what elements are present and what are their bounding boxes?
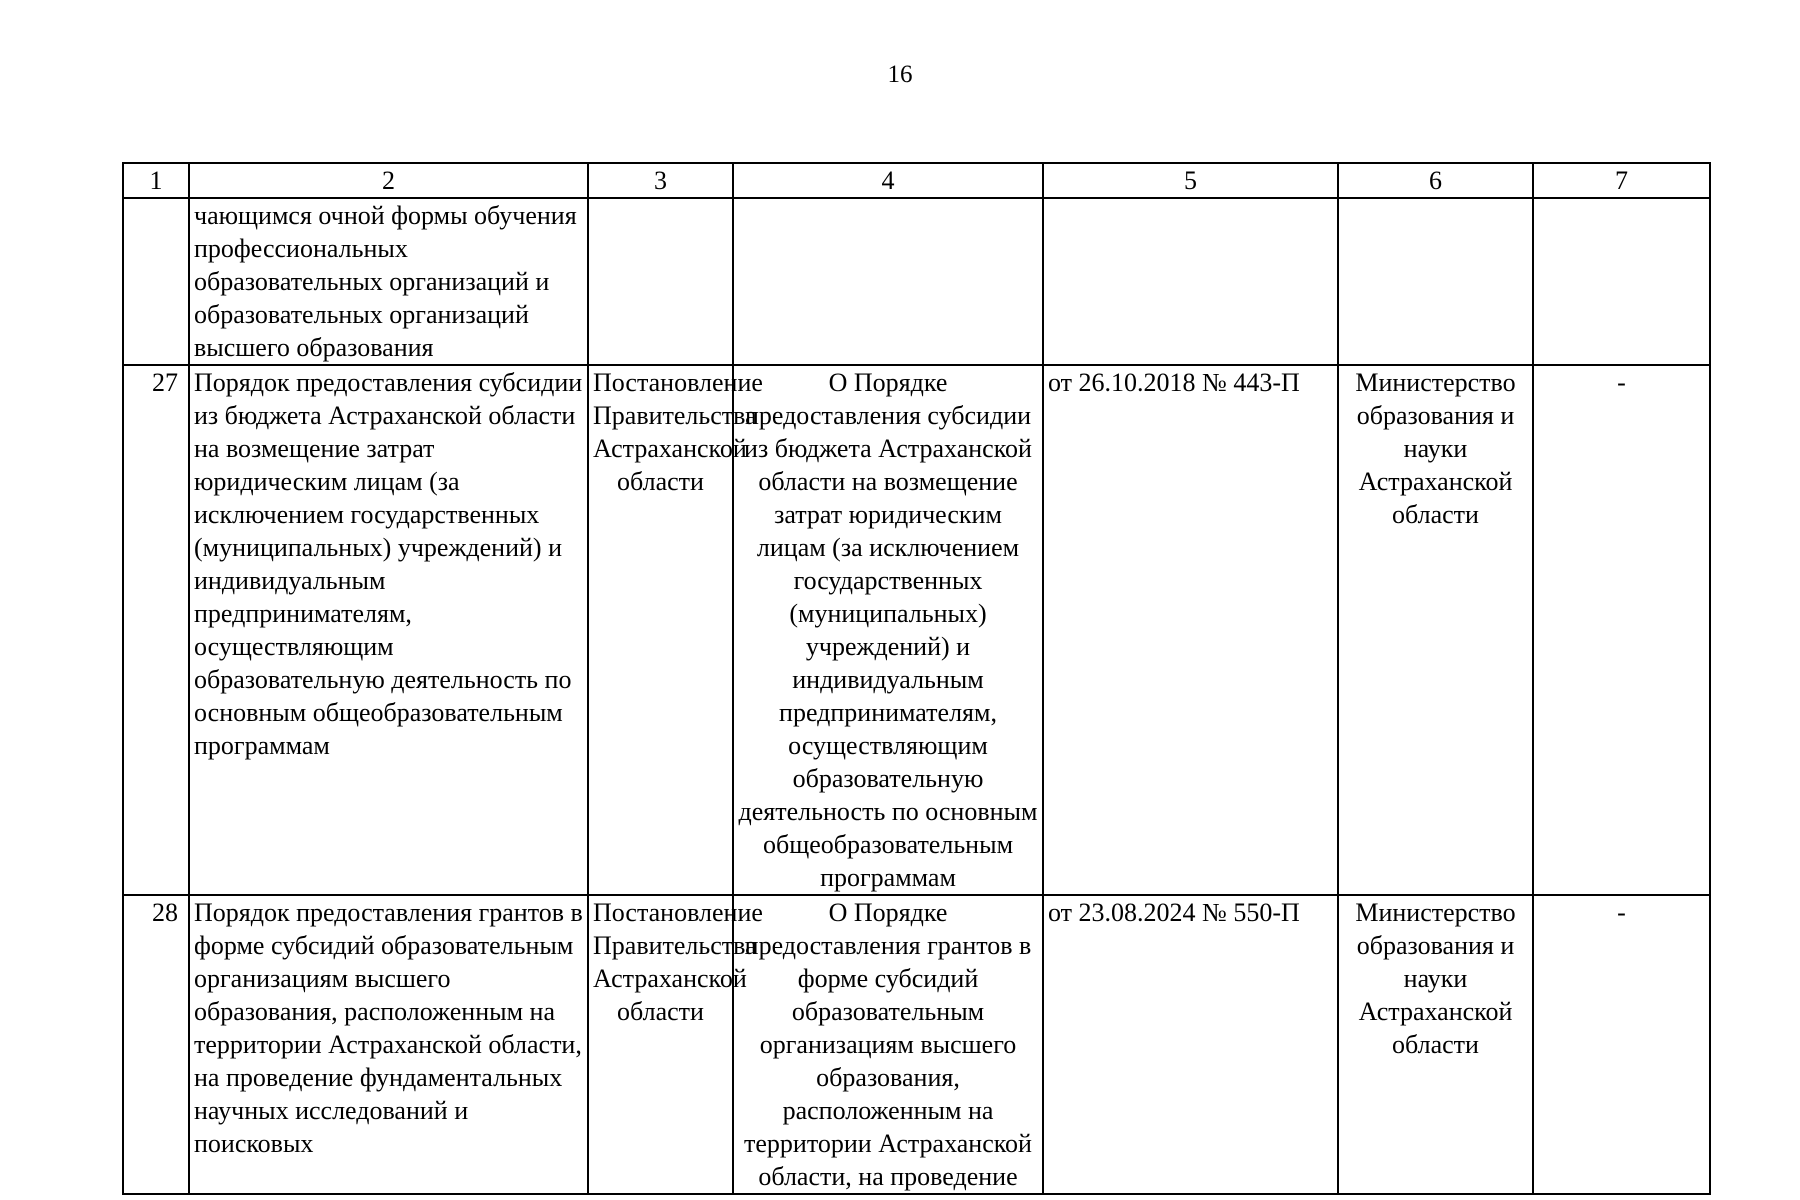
act-name: Порядок предоставления грантов в форме субсидий образовательным организациям высшего образования, расположенным на территории Астраханской области, на проведение фундаментальных научных исследований и поисковых bbox=[189, 895, 588, 1194]
responsible-authority bbox=[1338, 198, 1533, 365]
table-row-continuation bbox=[123, 198, 1710, 365]
act-title bbox=[733, 198, 1043, 365]
act-type bbox=[588, 198, 733, 365]
row-number: 28 bbox=[123, 895, 189, 1194]
act-title: О Порядке предоставления субсидии из бюджета Астраханской области на возмещение затрат юридическим лицам (за исключением государственных (муниципальных) учреждений) и индивидуальным предпринимателям, осуществляющим образовательную деятельность по основным общеобразовательным программам bbox=[733, 365, 1043, 895]
note: - bbox=[1533, 365, 1710, 895]
table-row-27 bbox=[123, 365, 1710, 895]
act-name: Порядок предоставления субсидии из бюджета Астраханской области на возмещение затрат юридическим лицам (за исключением государственных (муниципальных) учреждений) и индивидуальным предпринимателям, осуществляющим образовательную деятельность по основным общеобразовательным программам bbox=[189, 365, 588, 895]
responsible-authority: Министерство образования и науки Астраханской области bbox=[1338, 365, 1533, 895]
act-date-number: от 23.08.2024 № 550-П bbox=[1043, 895, 1338, 1194]
table-row-28 bbox=[123, 895, 1710, 1194]
responsible-authority: Министерство образования и науки Астраханской области bbox=[1338, 895, 1533, 1194]
page-number: 16 bbox=[887, 61, 913, 88]
column-number-2: 2 bbox=[189, 163, 588, 198]
row-number: 27 bbox=[123, 365, 189, 895]
column-number-5: 5 bbox=[1043, 163, 1338, 198]
column-number-7: 7 bbox=[1533, 163, 1710, 198]
row-number bbox=[123, 198, 189, 365]
act-type: Постановление Правительства Астраханской области bbox=[588, 365, 733, 895]
column-number-1: 1 bbox=[123, 163, 189, 198]
act-date-number bbox=[1043, 198, 1338, 365]
legal-acts-table bbox=[122, 162, 1711, 1195]
column-number-3: 3 bbox=[588, 163, 733, 198]
act-date-number: от 26.10.2018 № 443-П bbox=[1043, 365, 1338, 895]
column-numbers-row bbox=[123, 163, 1710, 198]
note bbox=[1533, 198, 1710, 365]
act-type: Постановление Правительства Астраханской области bbox=[588, 895, 733, 1194]
act-name: чающимся очной формы обучения профессиональных образовательных организаций и образовательных организаций высшего образования bbox=[189, 198, 588, 365]
column-number-6: 6 bbox=[1338, 163, 1533, 198]
column-number-4: 4 bbox=[733, 163, 1043, 198]
act-title: О Порядке предоставления грантов в форме субсидий образовательным организациям высшего образования, расположенным на территории Астраханской области, на проведение bbox=[733, 895, 1043, 1194]
note: - bbox=[1533, 895, 1710, 1194]
